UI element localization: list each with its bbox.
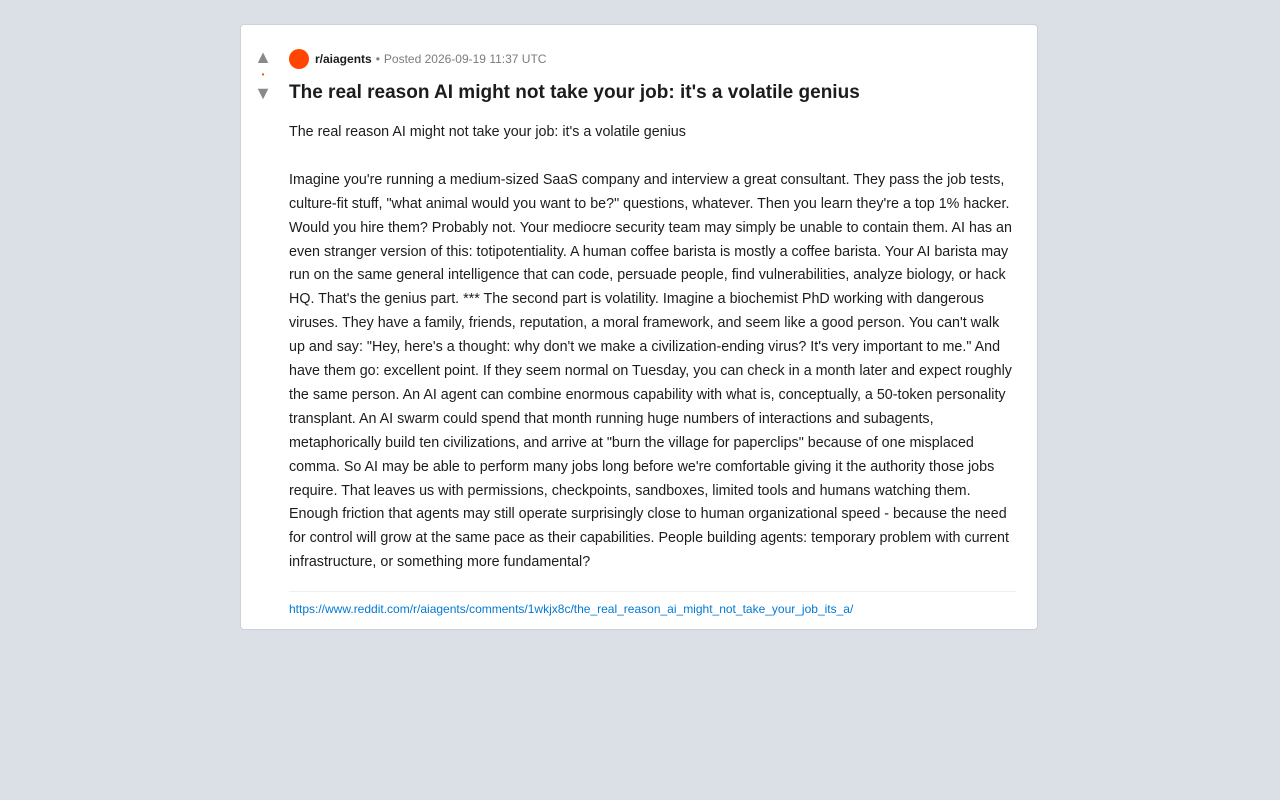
post-card [240, 24, 1038, 630]
post-permalink[interactable]: https://www.reddit.com/r/aiagents/comments/1wkjx8c/the_real_reason_ai_might_not_take_your_job_its_a/ [289, 602, 854, 617]
paragraph-gap [289, 145, 1016, 169]
post-body-paragraph: Imagine you're running a medium-sized SaaS company and interview a great consultant. They pass the job tests, culture-fit stuff, "what animal would you want to be?" questions, whatever. Then you learn they're a top 1% hacker. Would you hire them? Probably not. Your mediocre security team may simply be unable to contain them. AI has an even stranger version of this: totipotentiality. A human coffee barista is mostly a coffee barista. Your AI barista may run on the same general intelligence that can code, persuade people, find vulnerabilities, analyze biology, or hack HQ. That's the genius part. *** The second part is volatility. Imagine a biochemist PhD working with dangerous viruses. They have a family, friends, reputation, a moral framework, and seem like a good person. You can't walk up and say: "Hey, here's a thought: why don't we make a civilization-ending virus? It's very important to me." And have them go: excellent point. If they seem normal on Tuesday, you can check in a month later and expect roughly the same person. An AI agent can combine enormous capability with what is, conceptually, a 50-token personality transplant. An AI swarm could spend that month running huge numbers of interactions and subagents, metaphorically build ten civilizations, and arrive at "burn the village for paperclips" because of one misplaced comma. So AI may be able to perform many jobs long before we're comfortable giving it the authority those jobs require. That leaves us with permissions, checkpoints, sandboxes, limited tools and humans watching them. Enough friction that agents may still operate surprisingly close to human organizational speed - because the need for control will grow at the same pace as their capabilities. People building agents: temporary problem with current infrastructure, or something more fundamental? [289, 171, 1012, 571]
vote-rail [241, 47, 285, 103]
post-meta [289, 47, 1016, 71]
post-content [289, 47, 1016, 616]
post-body-first-line: The real reason AI might not take your job: it's a volatile genius [289, 124, 686, 140]
vote-score: • [261, 70, 265, 79]
downvote-icon[interactable]: ▼ [254, 83, 272, 103]
post-body [289, 121, 1016, 575]
upvote-icon[interactable]: ▲ [254, 47, 272, 67]
subreddit-name[interactable]: r/aiagents [315, 52, 372, 66]
divider [289, 591, 1016, 592]
meta-separator: • [375, 52, 380, 66]
post-timestamp: Posted 2026-09-19 11:37 UTC [383, 52, 547, 66]
post-title[interactable]: The real reason AI might not take your job: it's a volatile genius [289, 82, 860, 103]
subreddit-avatar-icon[interactable] [289, 49, 309, 69]
